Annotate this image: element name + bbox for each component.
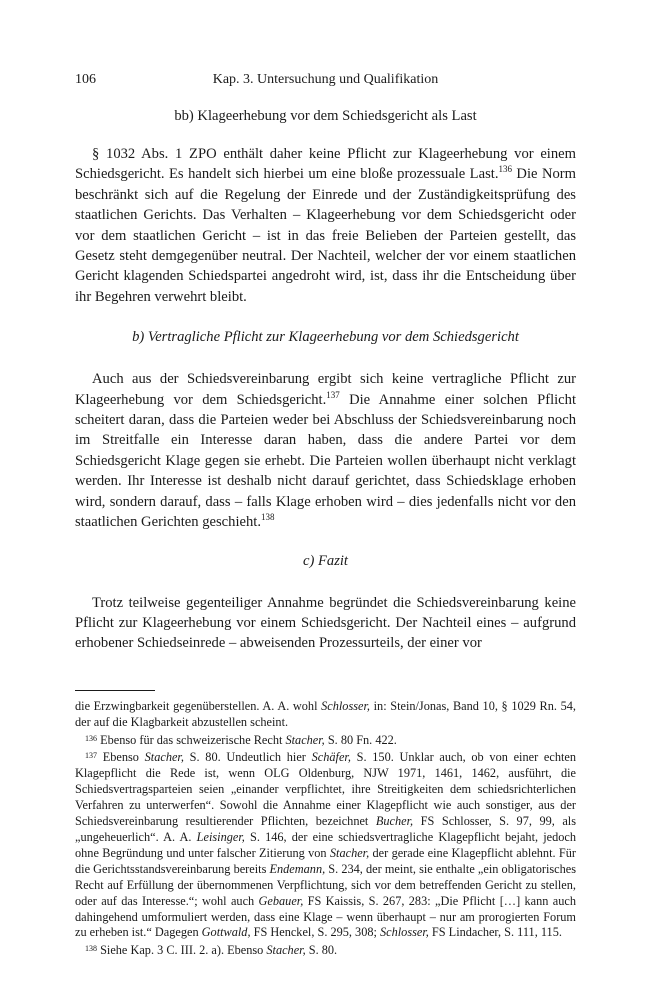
footnote-138: $^{138}$ Siehe Kap. 3 C. III. 2. a). Ebenso Stacher, S. 80. <box>85 943 338 958</box>
section-heading-c: c) Fazit <box>303 552 348 569</box>
paragraph-3: Trotz teilweise gegenteiliger Annahme begründet die Schiedsvereinbarung keine Pflicht zur Klageerhebung vor einem Schiedsgericht. Der Nachteil eines – aufgrund erhobener Schiedseinrede – abweisenden Prozessurteils, der einer vor <box>75 594 576 652</box>
footnote-ref-137[interactable]: 137 <box>326 389 340 400</box>
paragraph-2: Auch aus der Schiedsvereinbarung ergibt sich keine vertragliche Pflicht zur Klageerhebung vor dem Schiedsgericht.$^{137}$ Die Annahme einer solchen Pflicht scheitert daran, dass die Parteien weder bei Abschluss der Schiedsvereinbarung noch im Streitfalle ein Interesse daran haben, dass die andere Partei vor dem Schiedsgericht Klage gegen sie erhebt. Die Parteien wollen überhaupt nicht verklagt werden. Ihr Interesse ist deshalb nicht darauf gerichtet, dass Schiedsklage erhoben wird, sondern darauf, dass – falls Klage erhoben wird – dies jedenfalls nicht vor den staatlichen Gerichten geschieht.$^{138}$ <box>75 371 577 531</box>
footnote-continuation: die Erzwingbarkeit gegenüberstellen. A. A. wohl Schlosser, in: Stein/Jonas, Band 10, § 1029 Rn. 54, der auf die Klagbarkeit abzustellen scheint. <box>75 698 576 729</box>
main-text <box>75 144 576 654</box>
paragraph-1: § 1032 Abs. 1 ZPO enthält daher keine Pflicht zur Klageerhebung vor einem Schiedsgericht. Es handelt sich hierbei um eine bloße prozessuale Last.$^{136}$ Die Norm beschränkt sich auf die Regelung der Einrede und der Zuständigkeitsprüfung des staatlichen Gerichts. Das Verhalten – Klageerhebung vor dem Schiedsgericht oder vor dem staatlichen Gericht – ist in das freie Belieben der Parteien gestellt, das Gesetz steht demgegenüber neutral. Der Nachteil, welcher der vor einem staatlichen Gericht klagenden Schiedspartei angedroht wird, ist, dass ihr die Entscheidung über ihr Begehren verwehrt bleibt. <box>75 146 576 305</box>
running-header <box>75 72 576 92</box>
footnotes <box>75 699 576 960</box>
page-number: 106 <box>75 72 96 87</box>
section-heading-bb: bb) Klageerhebung vor dem Schiedsgericht als Last <box>174 108 477 124</box>
footnote-ref-138[interactable]: 138 <box>261 512 275 523</box>
running-title: Kap. 3. Untersuchung und Qualifikation <box>212 72 439 87</box>
section-heading-b: b) Vertragliche Pflicht zur Klageerhebung vor dem Schiedsgericht <box>132 329 519 346</box>
footnote-ref-136[interactable]: 136 <box>498 164 512 175</box>
footnote-separator <box>75 690 155 691</box>
book-page <box>75 72 576 959</box>
footnote-136: $^{136}$ Ebenso für das schweizerische Recht Stacher, S. 80 Fn. 422. <box>85 732 397 747</box>
footnote-137: $^{137}$ Ebenso Stacher, S. 80. Undeutlich hier Schäfer, S. 150. Unklar auch, ob von einer echten Klagepflicht die Rede ist, wenn OLG Oldenburg, NJW 1971, 1461, 1462, ausführt, die Schiedsvertragsparteien seien „einander verpflichtet, ihre Streitigkeiten dem schiedsrichterlichen Verfahren zu unterwerfen“. Sowohl die Annahme einer Klagepflicht wie auch sonstiger, aus der Schiedsvereinbarung resultierender Pflichten, bezeichnet Bucher, FS Schlosser, S. 97, 99, als „ungeheuerlich“. A. A. Leisinger, S. 146, der eine schiedsvertragliche Klagepflicht bejaht, jedoch ohne Begründung und unter falscher Zitierung von Stacher, der gerade eine Klagepflicht ablehnt. Für die Gerichtsstandsvereinbarung bereits Endemann, S. 234, der meint, sie enthalte „ein obligatorisches Recht auf Erfüllung der übernommenen Verpflichtung, sich vor dem betreffenden Gericht zu stellen, oder auf das Interesse.“; wohl auch Gebauer, FS Kaissis, S. 267, 283: „Die Pflicht […] kann auch dahingehend umformuliert werden, dass eine Klage – wenn überhaupt – nur am prorogierten Forum zu erheben ist.“ Dagegen Gottwald, FS Henckel, S. 295, 308; Schlosser, FS Lindacher, S. 111, 115. <box>75 750 577 940</box>
